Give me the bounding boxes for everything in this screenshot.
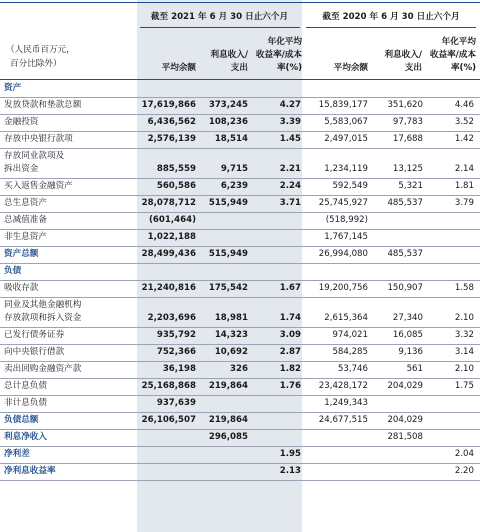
cell-c1: 1.76 xyxy=(279,381,301,391)
cell-c1: 1.82 xyxy=(279,364,301,374)
cell-b1: 18,514 xyxy=(214,134,248,144)
row-divider xyxy=(0,378,480,379)
row-label: 净利息收益率 xyxy=(4,466,56,476)
cell-c1: 2.13 xyxy=(279,466,301,476)
row-label: 卖出回购金融资产款 xyxy=(4,364,82,374)
cell-b2: 150,907 xyxy=(387,283,423,293)
row-divider xyxy=(0,463,480,464)
row-divider xyxy=(0,114,480,115)
cell-a2: 23,428,172 xyxy=(318,381,368,391)
header-period-2020: 截至 2020 年 6 月 30 日止六个月 xyxy=(322,12,460,22)
cell-c2: 4.46 xyxy=(454,100,474,110)
row-divider xyxy=(0,412,480,413)
row-label: 拆出资金 xyxy=(4,164,39,174)
row-divider xyxy=(0,327,480,328)
cell-c1: 2.24 xyxy=(279,181,301,191)
cell-a1: 937,639 xyxy=(156,398,196,408)
cell-a2: 974,021 xyxy=(332,330,368,340)
row-label: 资产 xyxy=(4,83,22,93)
cell-b1: 219,864 xyxy=(208,415,248,425)
row-label: 利息净收入 xyxy=(4,432,47,442)
row-label: 总减值准备 xyxy=(4,215,47,225)
row-label: 已发行债务证券 xyxy=(4,330,65,340)
cell-a2: 1,234,119 xyxy=(324,164,368,174)
row-label: 发放贷款和垫款总额 xyxy=(4,100,82,110)
cell-c2: 3.79 xyxy=(454,198,474,208)
col-yield-2: 收益率/成本 xyxy=(429,50,476,60)
row-divider xyxy=(0,2,480,3)
row-label: 非生息资产 xyxy=(4,232,47,242)
cell-c2: 1.58 xyxy=(454,283,474,293)
col-yield-1: 年化平均 xyxy=(267,37,302,47)
cell-b2: 204,029 xyxy=(387,381,423,391)
cell-c1: 2.87 xyxy=(279,347,301,357)
cell-a1: 6,436,562 xyxy=(147,117,196,127)
cell-c1: 1.67 xyxy=(279,283,301,293)
row-label: 净利差 xyxy=(4,449,30,459)
cell-a2: 2,497,015 xyxy=(324,134,368,144)
cell-b2: 485,537 xyxy=(387,198,423,208)
col-interest-1: 利息收入/ xyxy=(210,50,248,60)
cell-c2: 2.14 xyxy=(454,164,474,174)
cell-b2: 9,136 xyxy=(398,347,423,357)
cell-b1: 326 xyxy=(230,364,248,374)
cell-b1: 373,245 xyxy=(208,100,248,110)
row-label: 资产总额 xyxy=(4,249,39,259)
row-divider xyxy=(0,148,480,149)
row-label: 负债 xyxy=(4,266,22,276)
cell-a2: 25,745,927 xyxy=(318,198,368,208)
cell-a1: 885,559 xyxy=(156,164,196,174)
cell-c1: 3.71 xyxy=(279,198,301,208)
cell-b2: 5,321 xyxy=(398,181,423,191)
col-yield-2: 率(%) xyxy=(450,63,476,73)
cell-b1: 10,692 xyxy=(214,347,248,357)
cell-c2: 2.10 xyxy=(454,313,474,323)
cell-a1: 17,619,866 xyxy=(141,100,196,110)
cell-a1: 26,106,507 xyxy=(141,415,196,425)
cell-a1: 28,499,436 xyxy=(141,249,196,259)
cell-c1: 3.39 xyxy=(279,117,301,127)
cell-c2: 1.75 xyxy=(454,381,474,391)
row-divider xyxy=(0,263,480,264)
cell-c1: 1.95 xyxy=(279,449,301,459)
cell-c1: 3.09 xyxy=(279,330,301,340)
cell-a1: 752,366 xyxy=(156,347,196,357)
cell-b1: 296,085 xyxy=(208,432,248,442)
cell-a2: 1,767,145 xyxy=(324,232,368,242)
row-divider xyxy=(0,446,480,447)
cell-a1: 2,576,139 xyxy=(147,134,196,144)
cell-b1: 18,981 xyxy=(214,313,248,323)
col-yield-1: 率(%) xyxy=(276,63,302,73)
col-avg-balance-2: 平均余额 xyxy=(333,63,368,73)
row-label: 金融投资 xyxy=(4,117,39,127)
cell-b2: 561 xyxy=(406,364,423,374)
row-label: 总生息资产 xyxy=(4,198,47,208)
cell-b1: 175,542 xyxy=(208,283,248,293)
cell-c2: 1.42 xyxy=(454,134,474,144)
cell-a1: 1,022,188 xyxy=(147,232,196,242)
col-interest-2: 利息收入/ xyxy=(384,50,422,60)
row-divider xyxy=(0,361,480,362)
cell-a1: 25,168,868 xyxy=(141,381,196,391)
col-avg-balance-1: 平均余额 xyxy=(161,63,196,73)
row-divider xyxy=(0,480,480,481)
cell-b2: 27,340 xyxy=(392,313,423,323)
cell-c2: 2.20 xyxy=(454,466,474,476)
cell-b2: 351,620 xyxy=(387,100,423,110)
cell-a1: 36,198 xyxy=(162,364,196,374)
col-yield-1: 收益率/成本 xyxy=(255,50,302,60)
header-underline xyxy=(306,27,476,28)
unit-label: （人民币百万元， xyxy=(6,45,75,55)
cell-c1: 1.45 xyxy=(279,134,301,144)
row-label: 存放中央银行款项 xyxy=(4,134,73,144)
row-label: 负债总额 xyxy=(4,415,39,425)
cell-c2: 3.14 xyxy=(454,347,474,357)
cell-a2: 26,994,080 xyxy=(318,249,368,259)
cell-b1: 515,949 xyxy=(208,249,248,259)
row-label: 同业及其他金融机构 xyxy=(4,300,82,310)
col-interest-1: 支出 xyxy=(230,63,248,73)
cell-a2: 19,200,756 xyxy=(318,283,368,293)
row-divider xyxy=(0,344,480,345)
row-divider xyxy=(0,178,480,179)
cell-c1: 2.21 xyxy=(279,164,301,174)
cell-b2: 97,783 xyxy=(392,117,423,127)
cell-a2: 15,839,177 xyxy=(318,100,368,110)
cell-a1: 2,203,696 xyxy=(147,313,196,323)
row-divider xyxy=(0,79,480,80)
cell-b1: 6,239 xyxy=(220,181,248,191)
cell-a2: 584,285 xyxy=(332,347,368,357)
cell-b2: 281,508 xyxy=(387,432,423,442)
row-divider xyxy=(0,212,480,213)
cell-c2: 3.32 xyxy=(454,330,474,340)
row-label: 总计息负债 xyxy=(4,381,47,391)
cell-a1: 28,078,712 xyxy=(141,198,196,208)
row-label: 向中央银行借款 xyxy=(4,347,65,357)
cell-c2: 2.10 xyxy=(454,364,474,374)
unit-label: 百分比除外） xyxy=(10,59,62,69)
cell-c1: 4.27 xyxy=(279,100,301,110)
cell-b1: 14,323 xyxy=(214,330,248,340)
row-label: 存放同业款项及 xyxy=(4,151,65,161)
cell-b2: 16,085 xyxy=(392,330,423,340)
cell-a1: 21,240,816 xyxy=(141,283,196,293)
cell-a2: 24,677,515 xyxy=(318,415,368,425)
cell-b2: 204,029 xyxy=(387,415,423,425)
row-label: 非计息负债 xyxy=(4,398,47,408)
row-divider xyxy=(0,229,480,230)
cell-a1: 560,586 xyxy=(156,181,196,191)
header-underline xyxy=(140,27,300,28)
row-divider xyxy=(0,395,480,396)
col-yield-2: 年化平均 xyxy=(441,37,476,47)
header-period-2021: 截至 2021 年 6 月 30 日止六个月 xyxy=(150,12,289,22)
cell-a2: 1,249,343 xyxy=(324,398,368,408)
col-interest-2: 支出 xyxy=(404,63,422,73)
cell-a2: 5,583,067 xyxy=(324,117,368,127)
cell-b1: 108,236 xyxy=(208,117,248,127)
cell-b2: 485,537 xyxy=(387,249,423,259)
cell-b1: 219,864 xyxy=(208,381,248,391)
cell-a1: 935,792 xyxy=(156,330,196,340)
cell-b2: 13,125 xyxy=(392,164,423,174)
row-label: 买入返售金融资产 xyxy=(4,181,73,191)
cell-a2: 592,549 xyxy=(332,181,368,191)
row-divider xyxy=(0,429,480,430)
cell-a2: (518,992) xyxy=(325,215,368,225)
cell-b1: 9,715 xyxy=(220,164,248,174)
cell-a2: 2,615,364 xyxy=(324,313,368,323)
row-divider xyxy=(0,280,480,281)
cell-b2: 17,688 xyxy=(392,134,423,144)
cell-b1: 515,949 xyxy=(208,198,248,208)
row-divider xyxy=(0,297,480,298)
row-label: 存放款项和拆入资金 xyxy=(4,313,82,323)
row-label: 吸收存款 xyxy=(4,283,39,293)
cell-a2: 53,746 xyxy=(337,364,368,374)
row-divider xyxy=(0,195,480,196)
row-divider xyxy=(0,246,480,247)
cell-c1: 1.74 xyxy=(279,313,301,323)
cell-c2: 2.04 xyxy=(454,449,474,459)
cell-c2: 1.81 xyxy=(454,181,474,191)
row-divider xyxy=(0,97,480,98)
cell-a1: (601,464) xyxy=(149,215,196,225)
row-divider xyxy=(0,131,480,132)
cell-c2: 3.52 xyxy=(454,117,474,127)
